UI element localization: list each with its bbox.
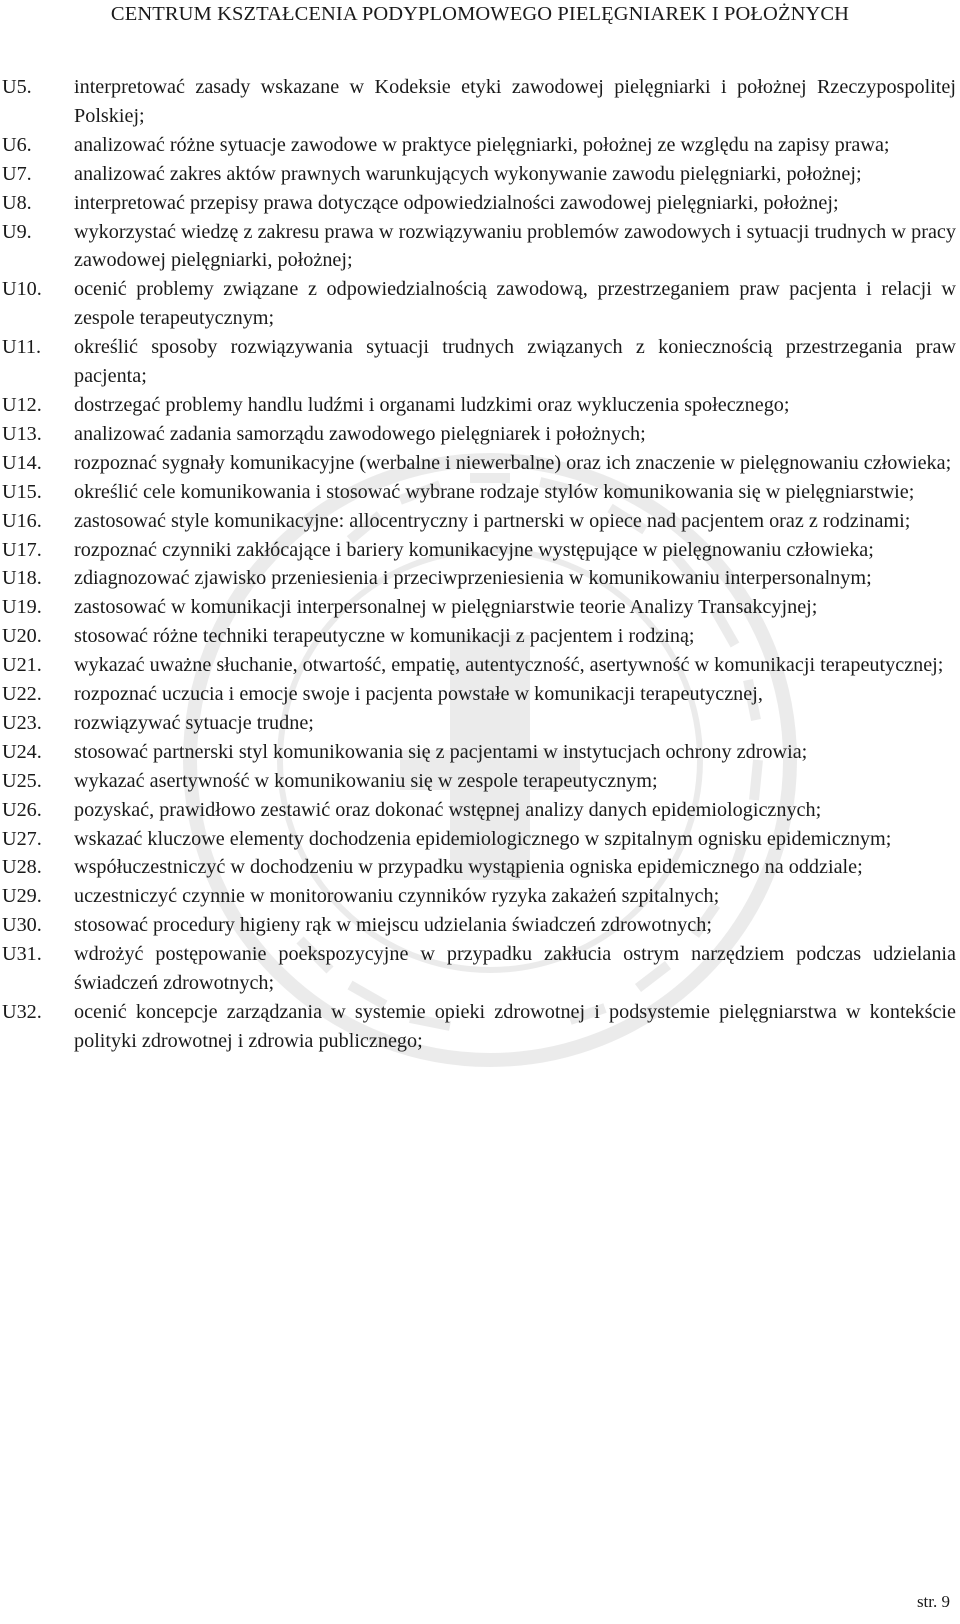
outcome-item xyxy=(0,738,960,767)
outcome-code: U10. xyxy=(2,278,42,301)
page-header: CENTRUM KSZTAŁCENIA PODYPLOMOWEGO PIELĘGNIAREK I POŁOŻNYCH xyxy=(110,3,850,25)
outcome-text: analizować zadania samorządu zawodowego pielęgniarek i położnych; xyxy=(74,422,646,445)
outcome-text: rozpoznać uczucia i emocje swoje i pacjenta powstałe w komunikacji terapeutycznej, xyxy=(74,683,763,706)
outcome-text: wskazać kluczowe elementy dochodzenia epidemiologicznego w szpitalnym ognisku epidemicznym; xyxy=(74,827,892,850)
outcome-text: pozyskać, prawidłowo zestawić oraz dokonać wstępnej analizy danych epidemiologicznych; xyxy=(74,798,822,821)
outcome-text: analizować zakres aktów prawnych warunkujących wykonywanie zawodu pielęgniarki, położnej; xyxy=(74,162,862,185)
outcome-code: U15. xyxy=(2,480,42,503)
outcome-item xyxy=(0,391,960,420)
outcome-code: U32. xyxy=(2,1001,42,1023)
page-number: str. 9 xyxy=(916,1592,950,1611)
outcome-item xyxy=(0,709,960,738)
outcome-item xyxy=(0,536,960,565)
outcome-code: U17. xyxy=(2,538,42,561)
outcome-code: U21. xyxy=(2,654,42,677)
outcome-code: U29. xyxy=(2,885,42,908)
outcome-code: U20. xyxy=(2,625,42,648)
outcome-item xyxy=(0,940,960,998)
outcome-item xyxy=(0,420,960,449)
outcome-item xyxy=(0,333,960,391)
outcome-code: U26. xyxy=(2,798,42,821)
outcome-code: U13. xyxy=(2,422,42,445)
outcome-text: wdrożyć postępowanie poekspozycyjne w przypadku zakłucia ostrym narzędziem podczas udzielania świadczeń zdrowotnych; xyxy=(74,943,956,995)
outcome-text: wykazać uważne słuchanie, otwartość, empatię, autentyczność, asertywność w komunikacji terapeutycznej; xyxy=(74,654,944,677)
outcome-item xyxy=(0,218,960,276)
outcome-code: U8. xyxy=(2,191,32,214)
outcome-text: określić sposoby rozwiązywania sytuacji trudnych związanych z koniecznością przestrzegania praw pacjenta; xyxy=(74,336,956,388)
outcome-item xyxy=(0,131,960,160)
outcome-code: U31. xyxy=(2,943,42,966)
outcome-code: U23. xyxy=(2,711,42,734)
outcome-text: rozpoznać sygnały komunikacyjne (werbalne i niewerbalne) oraz ich znaczenie w pielęgnowaniu człowieka; xyxy=(74,451,952,474)
outcome-item xyxy=(0,767,960,796)
outcome-item xyxy=(0,796,960,825)
outcome-text: wykazać asertywność w komunikowaniu się w zespole terapeutycznym; xyxy=(74,769,658,792)
outcome-text: stosować procedury higieny rąk w miejscu udzielania świadczeń zdrowotnych; xyxy=(74,914,712,937)
outcome-text: określić cele komunikowania i stosować wybrane rodzaje stylów komunikowania się w pielęgniarstwie; xyxy=(74,480,915,503)
outcome-code: U7. xyxy=(2,162,32,185)
outcome-text: analizować różne sytuacje zawodowe w praktyce pielęgniarki, położnej ze względu na zapisy prawa; xyxy=(74,133,890,156)
outcome-code: U27. xyxy=(2,827,42,850)
outcome-item xyxy=(0,160,960,189)
outcome-code: U22. xyxy=(2,683,42,706)
outcome-item xyxy=(0,73,960,131)
outcome-item xyxy=(0,593,960,622)
outcome-text: współuczestniczyć w dochodzeniu w przypadku wystąpienia ogniska epidemicznego na oddziale; xyxy=(74,856,863,879)
outcome-code: U6. xyxy=(2,133,32,156)
outcome-item xyxy=(0,998,960,1056)
outcome-item xyxy=(0,449,960,478)
outcome-text: ocenić koncepcje zarządzania w systemie opieki zdrowotnej i podsystemie pielęgniarstwa w kontekście polityki zdrowotnej i zdrowia publicznego; xyxy=(74,1001,956,1052)
outcome-text: interpretować zasady wskazane w Kodeksie etyki zawodowej pielęgniarki i położnej Rzeczypospolitej Polskiej; xyxy=(74,76,956,127)
outcome-text: zdiagnozować zjawisko przeniesienia i przeciwprzeniesienia w komunikowaniu interpersonalnym; xyxy=(74,567,872,590)
outcome-text: rozpoznać czynniki zakłócające i bariery komunikacyjne występujące w pielęgnowaniu człowieka; xyxy=(74,538,874,561)
outcome-item xyxy=(0,911,960,940)
outcome-code: U11. xyxy=(2,336,42,359)
outcome-code: U9. xyxy=(2,220,32,243)
outcome-item xyxy=(0,622,960,651)
outcome-item xyxy=(0,507,960,536)
outcome-code: U19. xyxy=(2,596,42,619)
outcome-item xyxy=(0,882,960,911)
outcome-item xyxy=(0,189,960,218)
outcome-item xyxy=(0,275,960,333)
outcome-text: wykorzystać wiedzę z zakresu prawa w rozwiązywaniu problemów zawodowych i sytuacji trudnych w pracy zawodowej pielęgniarki, położnej; xyxy=(74,220,956,272)
outcome-code: U30. xyxy=(2,914,42,937)
outcome-code: U5. xyxy=(2,76,32,98)
outcome-code: U16. xyxy=(2,509,42,532)
outcome-item xyxy=(0,853,960,882)
outcome-item xyxy=(0,651,960,680)
outcome-code: U28. xyxy=(2,856,42,879)
outcome-code: U12. xyxy=(2,393,42,416)
outcome-item xyxy=(0,564,960,593)
outcome-code: U18. xyxy=(2,567,42,590)
outcome-text: zastosować style komunikacyjne: allocentryczny i partnerski w opiece nad pacjentem oraz z rodzinami; xyxy=(74,509,911,532)
outcome-code: U24. xyxy=(2,740,42,763)
outcome-text: rozwiązywać sytuacje trudne; xyxy=(74,711,314,734)
outcome-item xyxy=(0,680,960,709)
outcome-code: U14. xyxy=(2,451,42,474)
outcome-text: ocenić problemy związane z odpowiedzialnością zawodową, przestrzeganiem praw pacjenta i relacji w zespole terapeutycznym; xyxy=(74,278,956,330)
outcome-item xyxy=(0,825,960,854)
outcome-text: zastosować w komunikacji interpersonalnej w pielęgniarstwie teorie Analizy Transakcyjnej; xyxy=(74,596,818,619)
outcome-text: uczestniczyć czynnie w monitorowaniu czynników ryzyka zakażeń szpitalnych; xyxy=(74,885,720,908)
outcome-text: stosować partnerski styl komunikowania się z pacjentami w instytucjach ochrony zdrowia; xyxy=(74,740,808,763)
learning-outcomes-list xyxy=(0,73,960,1056)
outcome-item xyxy=(0,478,960,507)
outcome-code: U25. xyxy=(2,769,42,792)
outcome-text: stosować różne techniki terapeutyczne w komunikacji z pacjentem i rodziną; xyxy=(74,625,695,648)
outcome-text: dostrzegać problemy handlu ludźmi i organami ludzkimi oraz wykluczenia społecznego; xyxy=(74,393,790,416)
outcome-text: interpretować przepisy prawa dotyczące odpowiedzialności zawodowej pielęgniarki, położnej; xyxy=(74,191,839,214)
